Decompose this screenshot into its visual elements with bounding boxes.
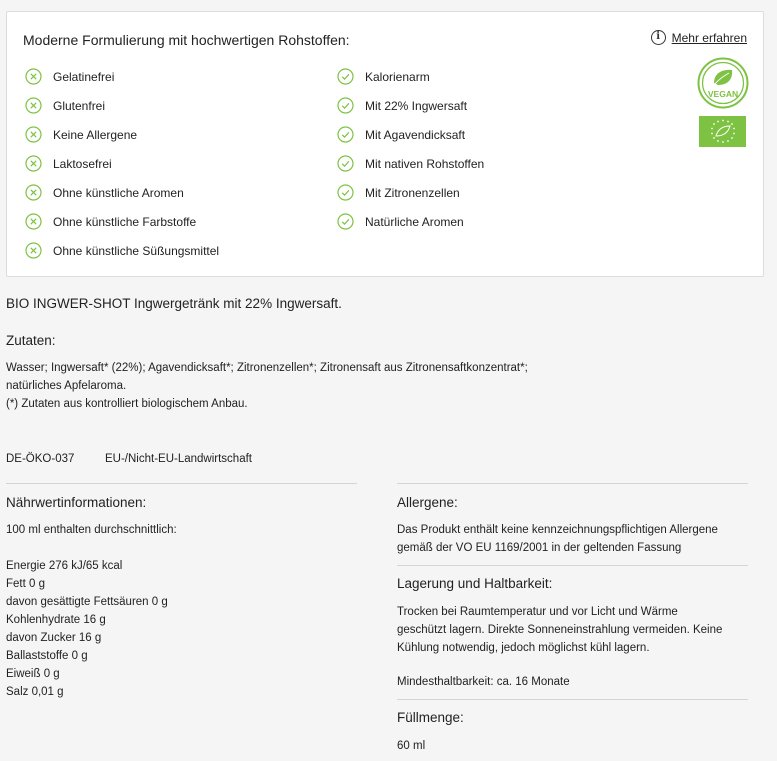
- feature-label: Natürliche Aromen: [365, 214, 464, 229]
- nutrition-row: Eiweiß 0 g: [6, 668, 60, 680]
- storage-text-2: geschützt lagern. Direkte Sonneneinstrahlung vermeiden. Keine: [397, 624, 723, 636]
- storage-text-3: Kühlung notwendig, jedoch möglichst kühl lagern.: [397, 642, 650, 654]
- divider: [397, 565, 748, 566]
- allergens-text-1: Das Produkt enthält keine kennzeichnungspflichtigen Allergene: [397, 524, 718, 536]
- circle-x-icon: [25, 242, 42, 259]
- divider: [6, 483, 357, 484]
- feature-label: Kalorienarm: [365, 69, 430, 84]
- nutrition-row: Fett 0 g: [6, 578, 45, 590]
- circle-x-icon: [25, 126, 42, 143]
- more-info-link[interactable]: [651, 30, 747, 45]
- vegan-badge-label: VEGAN: [707, 89, 739, 99]
- info-icon: i: [651, 30, 666, 45]
- circle-check-icon: [337, 126, 354, 143]
- feature-item: [337, 91, 484, 120]
- storage-heading: Lagerung und Haltbarkeit:: [397, 576, 553, 591]
- feature-label: Mit 22% Ingwersaft: [365, 98, 468, 113]
- storage-text-1: Trocken bei Raumtemperatur und vor Licht und Wärme: [397, 606, 678, 618]
- fill-quantity-value: 60 ml: [397, 740, 426, 752]
- excluded-features-list: [25, 62, 219, 265]
- feature-item: [337, 120, 484, 149]
- product-description: BIO INGWER-SHOT Ingwergetränk mit 22% Ingwersaft.: [6, 296, 342, 311]
- features-box: [6, 11, 764, 277]
- feature-item: [25, 91, 219, 120]
- ingredients-text-2: natürliches Apfelaroma.: [6, 380, 127, 392]
- divider: [397, 483, 748, 484]
- circle-x-icon: [25, 184, 42, 201]
- circle-x-icon: [25, 155, 42, 172]
- feature-label: Mit Zitronenzellen: [365, 185, 460, 200]
- nutrition-row: Kohlenhydrate 16 g: [6, 614, 106, 626]
- shelf-life: Mindesthaltbarkeit: ca. 16 Monate: [397, 676, 570, 688]
- circle-check-icon: [337, 213, 354, 230]
- ingredients-text-1: Wasser; Ingwersaft* (22%); Agavendicksaft*; Zitronenzellen*; Zitronensaft aus Zitronensaftkonzentrat*;: [6, 362, 528, 374]
- circle-check-icon: [337, 155, 354, 172]
- more-info-label[interactable]: Mehr erfahren: [671, 30, 747, 45]
- feature-item: [337, 149, 484, 178]
- agriculture-origin: EU-/Nicht-EU-Landwirtschaft: [105, 453, 252, 465]
- feature-item: [337, 62, 484, 91]
- included-features-list: [337, 62, 484, 236]
- feature-item: [25, 236, 219, 265]
- feature-label: Ohne künstliche Aromen: [53, 185, 184, 200]
- circle-x-icon: [25, 213, 42, 230]
- nutrition-row: Salz 0,01 g: [6, 686, 64, 698]
- ingredients-heading: Zutaten:: [6, 333, 56, 348]
- nutrition-row: Energie 276 kJ/65 kcal: [6, 560, 123, 572]
- allergens-text-2: gemäß der VO EU 1169/2001 in der geltenden Fassung: [397, 542, 682, 554]
- feature-item: [25, 178, 219, 207]
- circle-check-icon: [337, 97, 354, 114]
- feature-label: Glutenfrei: [53, 98, 106, 113]
- fill-quantity-heading: Füllmenge:: [397, 710, 464, 725]
- feature-item: [25, 207, 219, 236]
- feature-label: Ohne künstliche Farbstoffe: [53, 214, 197, 229]
- eu-organic-leaf-icon: [699, 116, 746, 147]
- feature-item: [337, 207, 484, 236]
- feature-label: Mit nativen Rohstoffen: [365, 156, 485, 171]
- nutrition-intro: 100 ml enthalten durchschnittlich:: [6, 524, 177, 536]
- features-title: Moderne Formulierung mit hochwertigen Rohstoffen:: [23, 32, 350, 48]
- allergens-heading: Allergene:: [397, 495, 458, 510]
- feature-label: Laktosefrei: [53, 156, 112, 171]
- feature-item: [25, 149, 219, 178]
- feature-label: Ohne künstliche Süßungsmittel: [53, 243, 220, 258]
- feature-item: [25, 62, 219, 91]
- circle-check-icon: [337, 68, 354, 85]
- vegan-badge-icon: [697, 57, 749, 109]
- nutrition-row: davon gesättigte Fettsäuren 0 g: [6, 596, 168, 608]
- organic-control-code: DE-ÖKO-037: [6, 453, 75, 465]
- feature-item: [337, 178, 484, 207]
- circle-check-icon: [337, 184, 354, 201]
- feature-label: Gelatinefrei: [53, 69, 115, 84]
- nutrition-row: Ballaststoffe 0 g: [6, 650, 88, 662]
- nutrition-row: davon Zucker 16 g: [6, 632, 102, 644]
- feature-item: [25, 120, 219, 149]
- feature-label: Mit Agavendicksaft: [365, 127, 466, 142]
- feature-label: Keine Allergene: [53, 127, 138, 142]
- circle-x-icon: [25, 68, 42, 85]
- divider: [397, 699, 748, 700]
- ingredients-footnote: (*) Zutaten aus kontrolliert biologischem Anbau.: [6, 398, 248, 410]
- circle-x-icon: [25, 97, 42, 114]
- nutrition-heading: Nährwertinformationen:: [6, 495, 147, 510]
